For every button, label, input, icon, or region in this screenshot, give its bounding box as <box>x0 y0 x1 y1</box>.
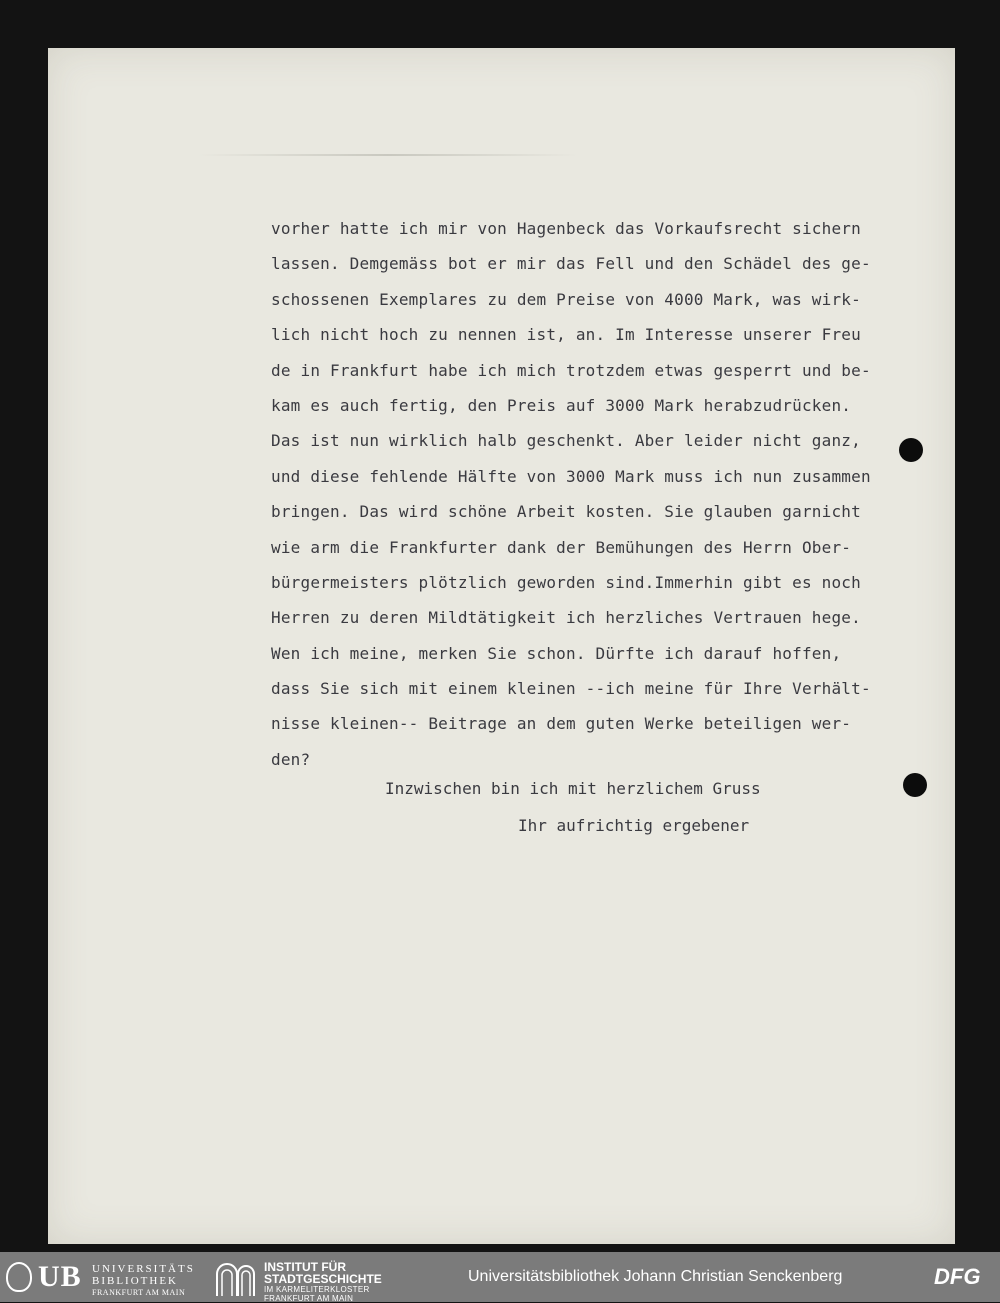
text-line: den? <box>271 749 311 769</box>
text-line: vorher hatte ich mir von Hagenbeck das Vorkaufsrecht sichern <box>271 219 861 238</box>
text-line: kam es auch fertig, den Preis auf 3000 Mark herabzudrücken. <box>271 395 852 415</box>
text-line: bürgermeisters plötzlich geworden sind.Immerhin gibt es noch <box>271 572 861 592</box>
text-line: Wen ich meine, merken Sie schon. Dürfte ich darauf hoffen, <box>271 643 842 663</box>
text-line: nisse kleinen-- Beitrage an dem guten Werke beteiligen wer- <box>271 714 852 734</box>
text-line: dass Sie sich mit einem kleinen --ich meine für Ihre Verhält- <box>271 679 871 699</box>
ub-logo-text <box>92 1263 195 1299</box>
text-line: schossenen Exemplares zu dem Preise von 4000 Mark, was wirk- <box>271 289 861 309</box>
letter-signoff: Ihr aufrichtig ergebener <box>518 816 750 835</box>
isg-line1: INSTITUT FÜR <box>264 1260 346 1274</box>
text-line: lassen. Demgemäss bot er mir das Fell und den Schädel des ge- <box>271 254 871 274</box>
seal-icon <box>6 1262 32 1292</box>
text-line: Das ist nun wirklich halb geschenkt. Aber leider nicht ganz, <box>271 431 861 451</box>
ub-logo-letters: UB <box>38 1260 82 1293</box>
ub-logo-line1: UNIVERSITÄTS <box>92 1263 195 1275</box>
text-line: lich nicht hoch zu nennen ist, an. Im Interesse unserer Freu <box>271 325 861 345</box>
dfg-logo[interactable]: DFG <box>934 1264 981 1289</box>
text-line: Herren zu deren Mildtätigkeit ich herzliches Vertrauen hege. <box>271 608 861 628</box>
ub-library-logo[interactable] <box>6 1260 202 1296</box>
library-credit-link[interactable]: Universitätsbibliothek Johann Christian Senckenberg <box>468 1268 843 1285</box>
letter-body <box>271 211 961 777</box>
isg-institute-logo[interactable] <box>214 1260 414 1303</box>
isg-line2: STADTGESCHICHTE <box>264 1272 382 1286</box>
text-line: bringen. Das wird schöne Arbeit kosten. Sie glauben garnicht <box>271 502 861 522</box>
text-line: und diese fehlende Hälfte von 3000 Mark muss ich nun zusammen <box>271 466 871 486</box>
ub-logo-line3: FRANKFURT AM MAIN <box>92 1288 186 1297</box>
ub-logo-line2: BIBLIOTHEK <box>92 1275 178 1287</box>
isg-line4: FRANKFURT AM MAIN <box>264 1294 354 1303</box>
letter-page <box>48 48 955 1244</box>
isg-line3: IM KARMELITERKLOSTER <box>264 1285 370 1294</box>
paper-fold-mark <box>198 154 578 156</box>
letter-closing: Inzwischen bin ich mit herzlichem Gruss <box>385 779 761 798</box>
arch-icon <box>214 1260 256 1296</box>
viewer-footer <box>0 1252 1000 1302</box>
text-line: de in Frankfurt habe ich mich trotzdem etwas gesperrt und be- <box>271 360 871 380</box>
text-line: wie arm die Frankfurter dank der Bemühungen des Herrn Ober- <box>271 537 852 557</box>
isg-logo-text <box>264 1261 382 1303</box>
